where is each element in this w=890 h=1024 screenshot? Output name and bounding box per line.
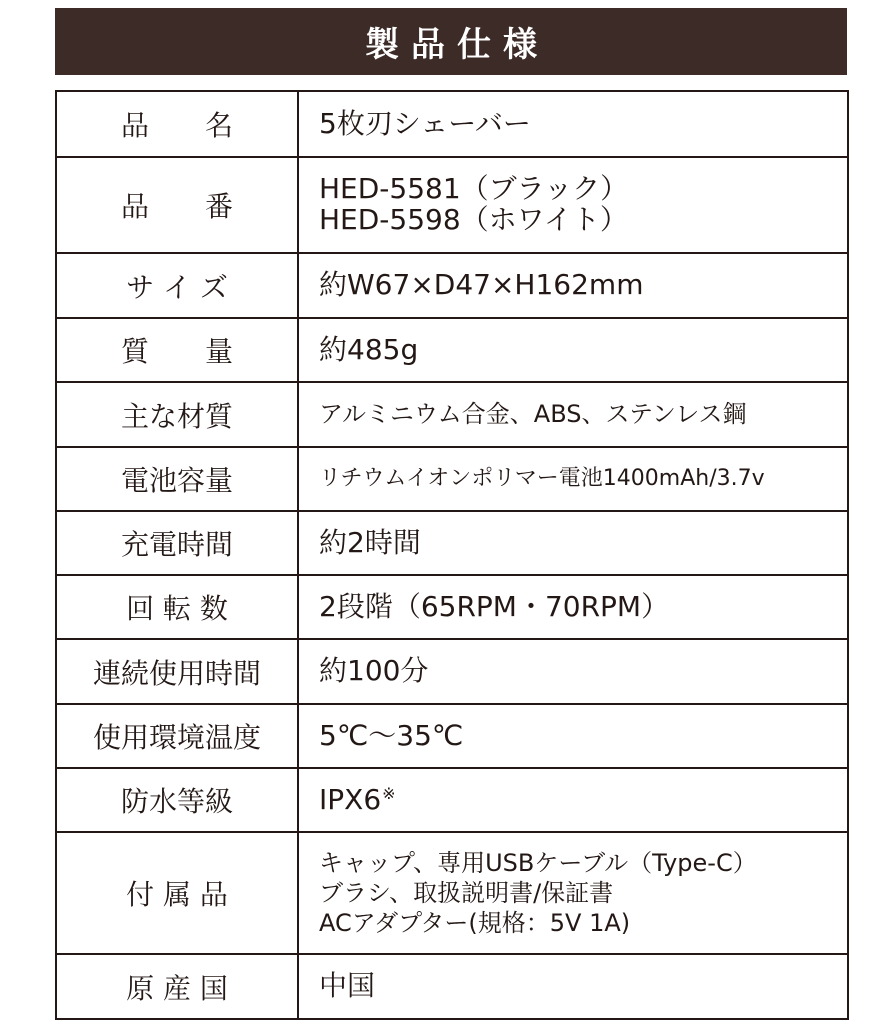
spec-value [298,447,848,511]
spec-row-size [56,253,848,318]
spec-value-line: HED-5581（ブラック） [319,172,629,206]
spec-value-line: リチウムイオンポリマー電池1400mAh/3.7v [319,466,765,492]
spec-value-line: 約100分 [319,654,429,688]
spec-row-origin [56,954,848,1019]
spec-label: 使用環境温度 [56,704,298,768]
spec-label: 電池容量 [56,447,298,511]
spec-table [55,90,849,1020]
spec-value-line: 5枚刃シェーバー [319,106,531,140]
spec-row-weight [56,318,848,382]
spec-value [298,954,848,1019]
spec-label: サ イ ズ [56,253,298,318]
spec-value-line: 中国 [319,969,376,1003]
spec-value-line: 5℃～35℃ [319,718,464,752]
spec-value-line: 約485g [319,332,419,366]
spec-value [298,253,848,318]
spec-label: 付 属 品 [56,832,298,954]
spec-value-line: 約W67×D47×H162mm [319,268,644,302]
spec-label: 防水等級 [56,768,298,832]
spec-label: 質 量 [56,318,298,382]
spec-label: 連続使用時間 [56,639,298,704]
spec-value [298,382,848,447]
footnote-mark: ※ [382,783,396,803]
spec-row-material [56,382,848,447]
spec-value [298,704,848,768]
spec-value-line: 約2時間 [319,525,421,559]
spec-label: 品 名 [56,91,298,157]
spec-value-line: キャップ、専用USBケーブル（Type-C） [319,849,757,877]
spec-value-line: アルミニウム合金、ABS、ステンレス鋼 [319,399,747,428]
spec-row-model-number [56,157,848,253]
spec-label: 充電時間 [56,511,298,575]
spec-row-battery [56,447,848,511]
spec-label: 原 産 国 [56,954,298,1019]
spec-row-rpm [56,575,848,639]
spec-value-line: ACアダプター(規格：5V 1A) [319,909,631,937]
waterproof-rating: IPX6 [319,782,382,816]
spec-value-line [319,784,847,816]
spec-value [298,575,848,639]
spec-row-charge-time [56,511,848,575]
spec-value-line: HED-5598（ホワイト） [319,203,628,236]
spec-value-line: ブラシ、取扱説明書/保証書 [319,879,614,907]
spec-row-runtime [56,639,848,704]
spec-label: 回 転 数 [56,575,298,639]
spec-value [298,511,848,575]
spec-value [298,832,848,954]
spec-value [298,91,848,157]
spec-label: 主な材質 [56,382,298,447]
spec-header [55,8,847,75]
spec-value-line: 2段階（65RPM・70RPM） [319,589,670,623]
spec-row-waterproof [56,768,848,832]
spec-row-temperature [56,704,848,768]
spec-title: 製品仕様 [365,25,549,65]
spec-row-accessories [56,832,848,954]
spec-value [298,639,848,704]
spec-row-product-name [56,91,848,157]
spec-label: 品 番 [56,157,298,253]
spec-value [298,318,848,382]
spec-value [298,768,848,832]
spec-value [298,157,848,253]
